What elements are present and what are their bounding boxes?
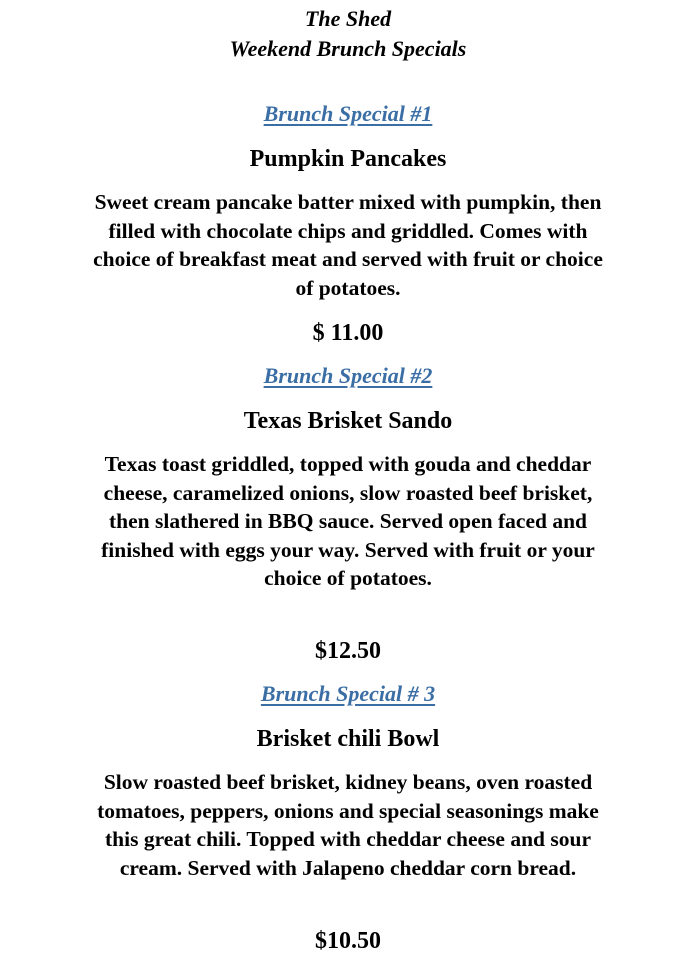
restaurant-title: The Shed xyxy=(304,6,392,31)
special-2-name: Texas Brisket Sando xyxy=(243,408,453,434)
special-3-description: Slow roasted beef brisket, kidney beans, oven roasted tomatoes, peppers, onions and special seasonings make this great chili. Topped with cheddar cheese and sour cream. Served with Jalapeno cheddar corn bread. xyxy=(97,770,599,880)
page-subtitle: Weekend Brunch Specials xyxy=(229,36,467,61)
special-2-link[interactable]: Brunch Special #2 xyxy=(263,363,433,388)
special-3-link[interactable]: Brunch Special # 3 xyxy=(260,681,436,706)
special-1-price: $ 11.00 xyxy=(312,320,384,346)
special-1-link[interactable]: Brunch Special #1 xyxy=(263,101,433,126)
special-2-price: $12.50 xyxy=(315,638,381,664)
special-1-description: Sweet cream pancake batter mixed with pumpkin, then filled with chocolate chips and griddled. Comes with choice of breakfast meat and served with fruit or choice of potatoes. xyxy=(93,190,603,300)
special-3-name: Brisket chili Bowl xyxy=(256,726,440,752)
special-2-description: Texas toast griddled, topped with gouda and cheddar cheese, caramelized onions, slow roasted beef brisket, then slathered in BBQ sauce. Served open faced and finished with eggs your way. Served with fruit or your choice of potatoes. xyxy=(101,452,595,590)
special-3-price: $10.50 xyxy=(315,928,381,954)
special-1-name: Pumpkin Pancakes xyxy=(249,146,447,172)
